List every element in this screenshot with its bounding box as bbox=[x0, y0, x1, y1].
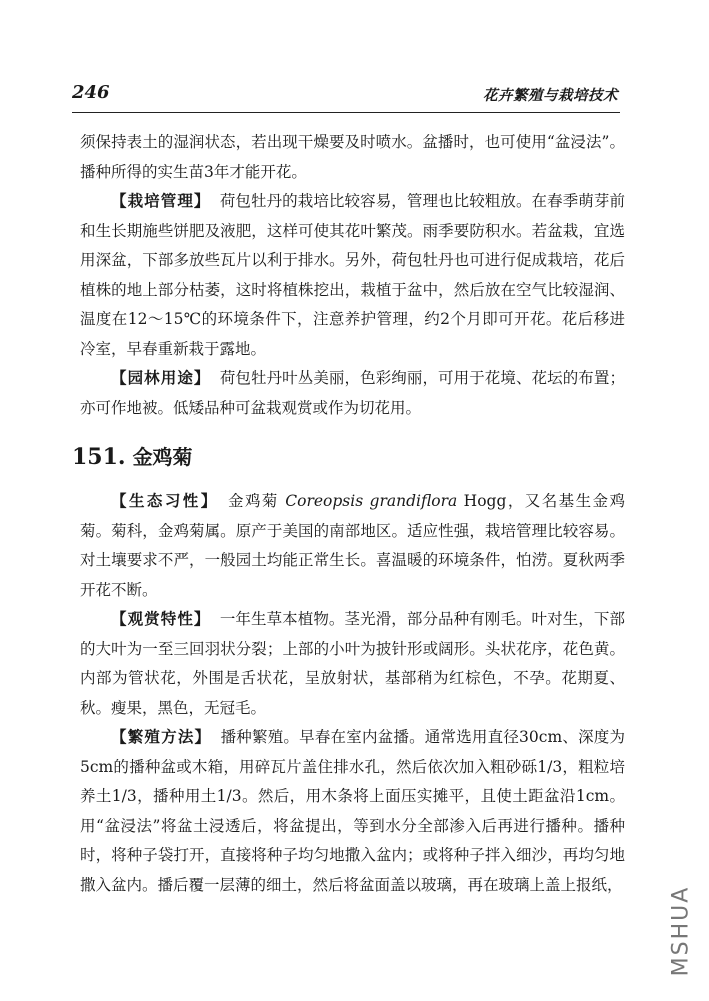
page-body bbox=[72, 128, 626, 900]
watermark-text: MSHUA bbox=[668, 885, 694, 977]
section-heading bbox=[72, 441, 625, 473]
paragraph-landscape-use bbox=[80, 364, 625, 423]
tag-propagation: 【繁殖方法】 bbox=[111, 728, 212, 746]
text-propagation: 播种繁殖。早春在室内盆播。通常选用直径30cm、深度为5cm的播种盆或木箱，用碎瓦片盖住排水孔，然后依次加入粗砂砾1/3，粗粒培养土1/3，播种用土1/3。然后，用木条将上面压实摊平，且使土距盆沿1cm。用“盆浸法”将盆土浸透后，将盆提出，等到水分全部渗入后再进行播种。播种时，将种子袋打开，直接将种子均匀地撒入盆内；或将种子拌入细沙，再均匀地撒入盆内。播后覆一层薄的细土，然后将盆面盖以玻璃，再在玻璃上盖上报纸， bbox=[80, 728, 625, 894]
text-ornamental: 一年生草本植物。茎光滑，部分品种有刚毛。叶对生，下部的大叶为一至三回羽状分裂；上部的小叶为披针形或阔形。头状花序，花色黄。内部为管状花，外围是舌状花，呈放射状，基部稍为红棕色，不孕。花期夏、秋。瘦果，黑色，无冠毛。 bbox=[80, 610, 625, 717]
text-ecology-a: 金鸡菊 bbox=[228, 492, 279, 510]
tag-landscape-use: 【园林用途】 bbox=[111, 369, 211, 387]
section-number: 151. bbox=[72, 444, 126, 470]
watermark bbox=[667, 871, 695, 991]
paragraph-propagation bbox=[80, 723, 625, 900]
latin-name: Coreopsis grandiflora bbox=[285, 492, 458, 510]
section-title: 金鸡菊 bbox=[132, 445, 193, 469]
page-header bbox=[72, 78, 620, 113]
paragraph-continuation: 须保持表土的湿润状态，若出现干燥要及时喷水。盆播时，也可使用“盆浸法”。播种所得的实生苗3年才能开花。 bbox=[80, 133, 625, 181]
tag-cultivation: 【栽培管理】 bbox=[111, 192, 211, 210]
text-landscape-use: 荷包牡丹叶丛美丽，色彩绚丽，可用于花境、花坛的布置；亦可作地被。低矮品种可盆栽观赏或作为切花用。 bbox=[80, 369, 625, 417]
paragraph-ecology bbox=[80, 487, 625, 605]
page-number: 246 bbox=[72, 82, 110, 103]
paragraph-ornamental bbox=[80, 605, 625, 723]
paragraph-cultivation bbox=[80, 187, 625, 364]
tag-ecology: 【生态习性】 bbox=[111, 492, 219, 510]
text-cultivation: 荷包牡丹的栽培比较容易，管理也比较粗放。在春季萌芽前和生长期施些饼肥及液肥，这样可使其花叶繁茂。雨季要防积水。若盆栽，宜选用深盆，下部多放些瓦片以利于排水。另外，荷包牡丹也可进行促成栽培，花后植株的地上部分枯萎，这时将植株挖出，栽植于盆中，然后放在空气比较湿润、温度在12～15℃的环境条件下，注意养护管理，约2个月即可开花。花后移进冷室，早春重新栽于露地。 bbox=[80, 192, 625, 358]
tag-ornamental: 【观赏特性】 bbox=[111, 610, 211, 628]
book-title: 花卉繁殖与栽培技术 bbox=[483, 88, 618, 104]
text-ecology-b: Hogg，又名基生金鸡菊。菊科，金鸡菊属。原产于美国的南部地区。适应性强，栽培管理比较容易。对土壤要求不严，一般园土均能正常生长。喜温暖的环境条件，怕涝。夏秋两季开花不断。 bbox=[80, 492, 626, 599]
